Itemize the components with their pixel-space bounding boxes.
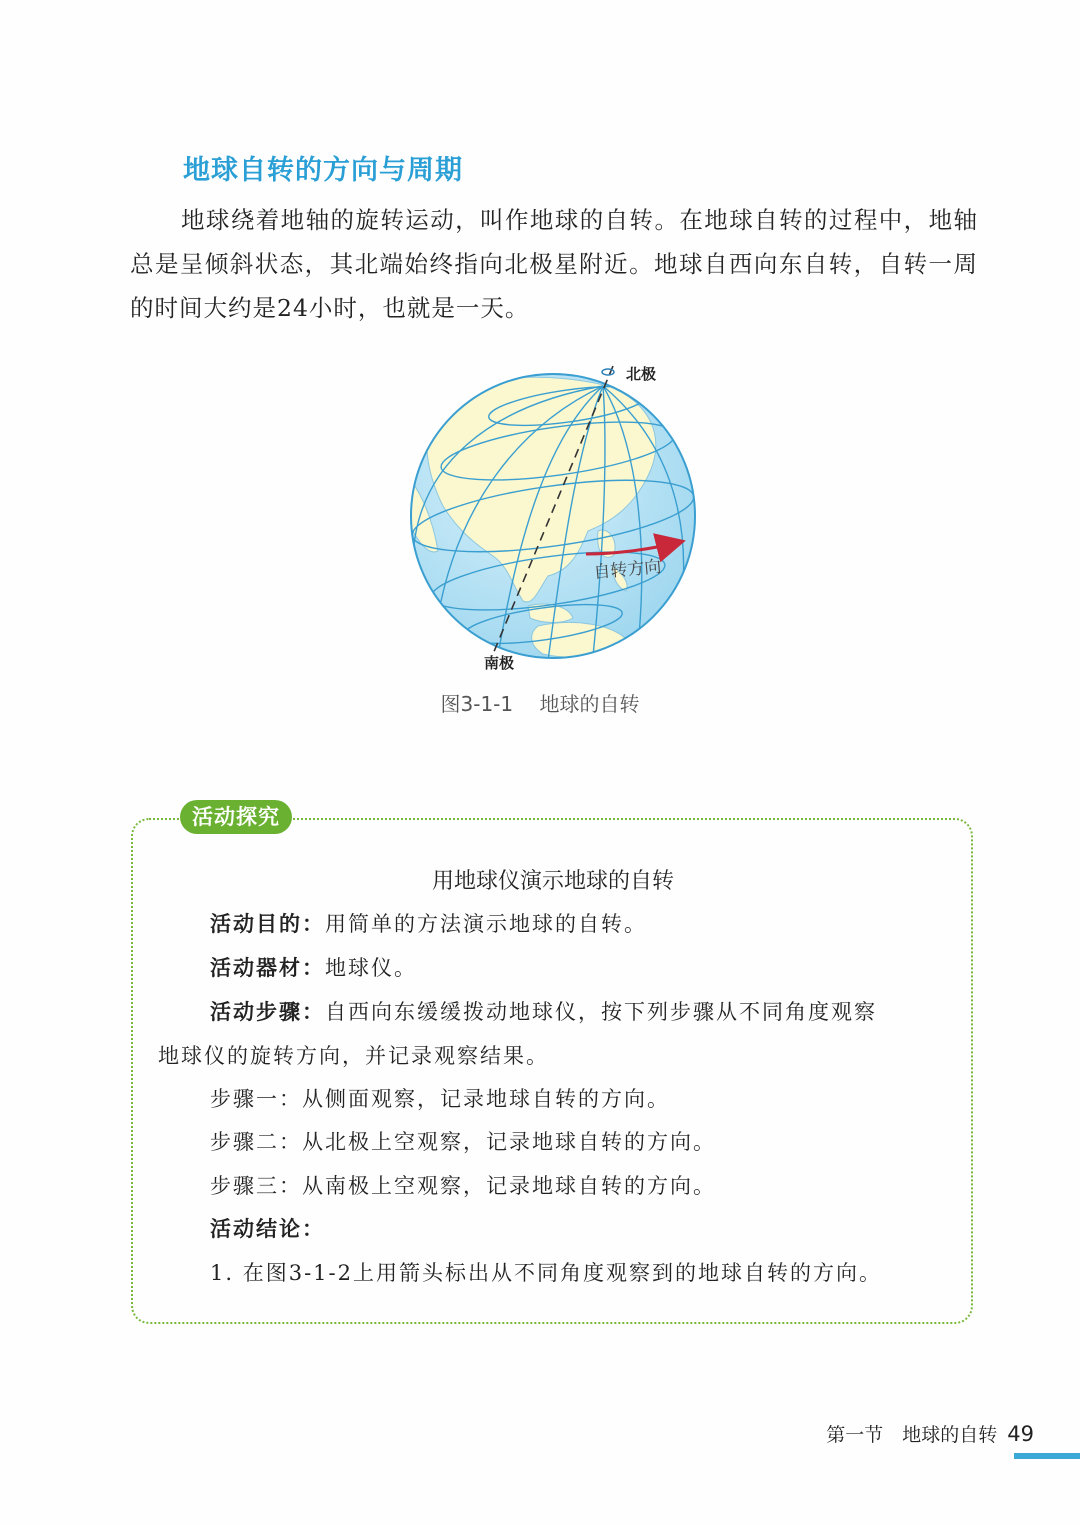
- steps-label: 活动步骤：: [210, 999, 325, 1024]
- globe-illustration: [398, 356, 708, 676]
- activity-badge: 活动探究: [180, 800, 292, 834]
- page-footer: [826, 1420, 1034, 1447]
- south-pole-label: 南极: [484, 654, 515, 672]
- step-1: 步骤一：从侧面观察，记录地球自转的方向。: [210, 1087, 670, 1111]
- steps-text-2: 地球仪的旋转方向，并记录观察结果。: [158, 1044, 549, 1068]
- body-paragraph: 地球绕着地轴的旋转运动，叫作地球的自转。在地球自转的过程中，地轴总是呈倾斜状态，其北端始终指向北极星附近。地球自西向东自转，自转一周的时间大约是24小时，也就是一天。: [130, 206, 978, 322]
- north-pole-label: 北极: [626, 365, 657, 383]
- activity-equipment: [210, 946, 1006, 990]
- activity-steps: [210, 990, 970, 1034]
- north-pole-marker: [602, 369, 614, 375]
- globe-figure: [398, 356, 708, 676]
- rotation-direction-label: 自转方向: [592, 557, 663, 583]
- section-title: 地球自转的方向与周期: [183, 155, 463, 186]
- activity-purpose: [210, 902, 1006, 946]
- footer-chapter: 第一节 地球的自转: [826, 1424, 998, 1446]
- footer-accent-bar: [1014, 1453, 1080, 1459]
- steps-text-1: 自西向东缓缓拨动地球仪，按下列步骤从不同角度观察: [325, 1000, 877, 1024]
- page-number: 49: [1007, 1422, 1034, 1446]
- step-2: 步骤二：从北极上空观察，记录地球自转的方向。: [210, 1130, 716, 1154]
- activity-conclusion: [210, 1207, 1006, 1251]
- activity-title: 用地球仪演示地球的自转: [431, 869, 674, 894]
- figure-caption: [0, 688, 1080, 717]
- purpose-text: 用简单的方法演示地球的自转。: [325, 912, 647, 936]
- equipment-text: 地球仪。: [325, 956, 417, 980]
- step-3: 步骤三：从南极上空观察，记录地球自转的方向。: [210, 1174, 716, 1198]
- figure-number: 图3-1-1: [440, 692, 514, 716]
- purpose-label: 活动目的：: [210, 911, 325, 936]
- conclusion-label: 活动结论：: [210, 1216, 325, 1241]
- figure-title: 地球的自转: [539, 692, 640, 716]
- conclusion-1: 1. 在图3-1-2上用箭头标出从不同角度观察到的地球自转的方向。: [210, 1261, 882, 1285]
- equipment-label: 活动器材：: [210, 955, 325, 980]
